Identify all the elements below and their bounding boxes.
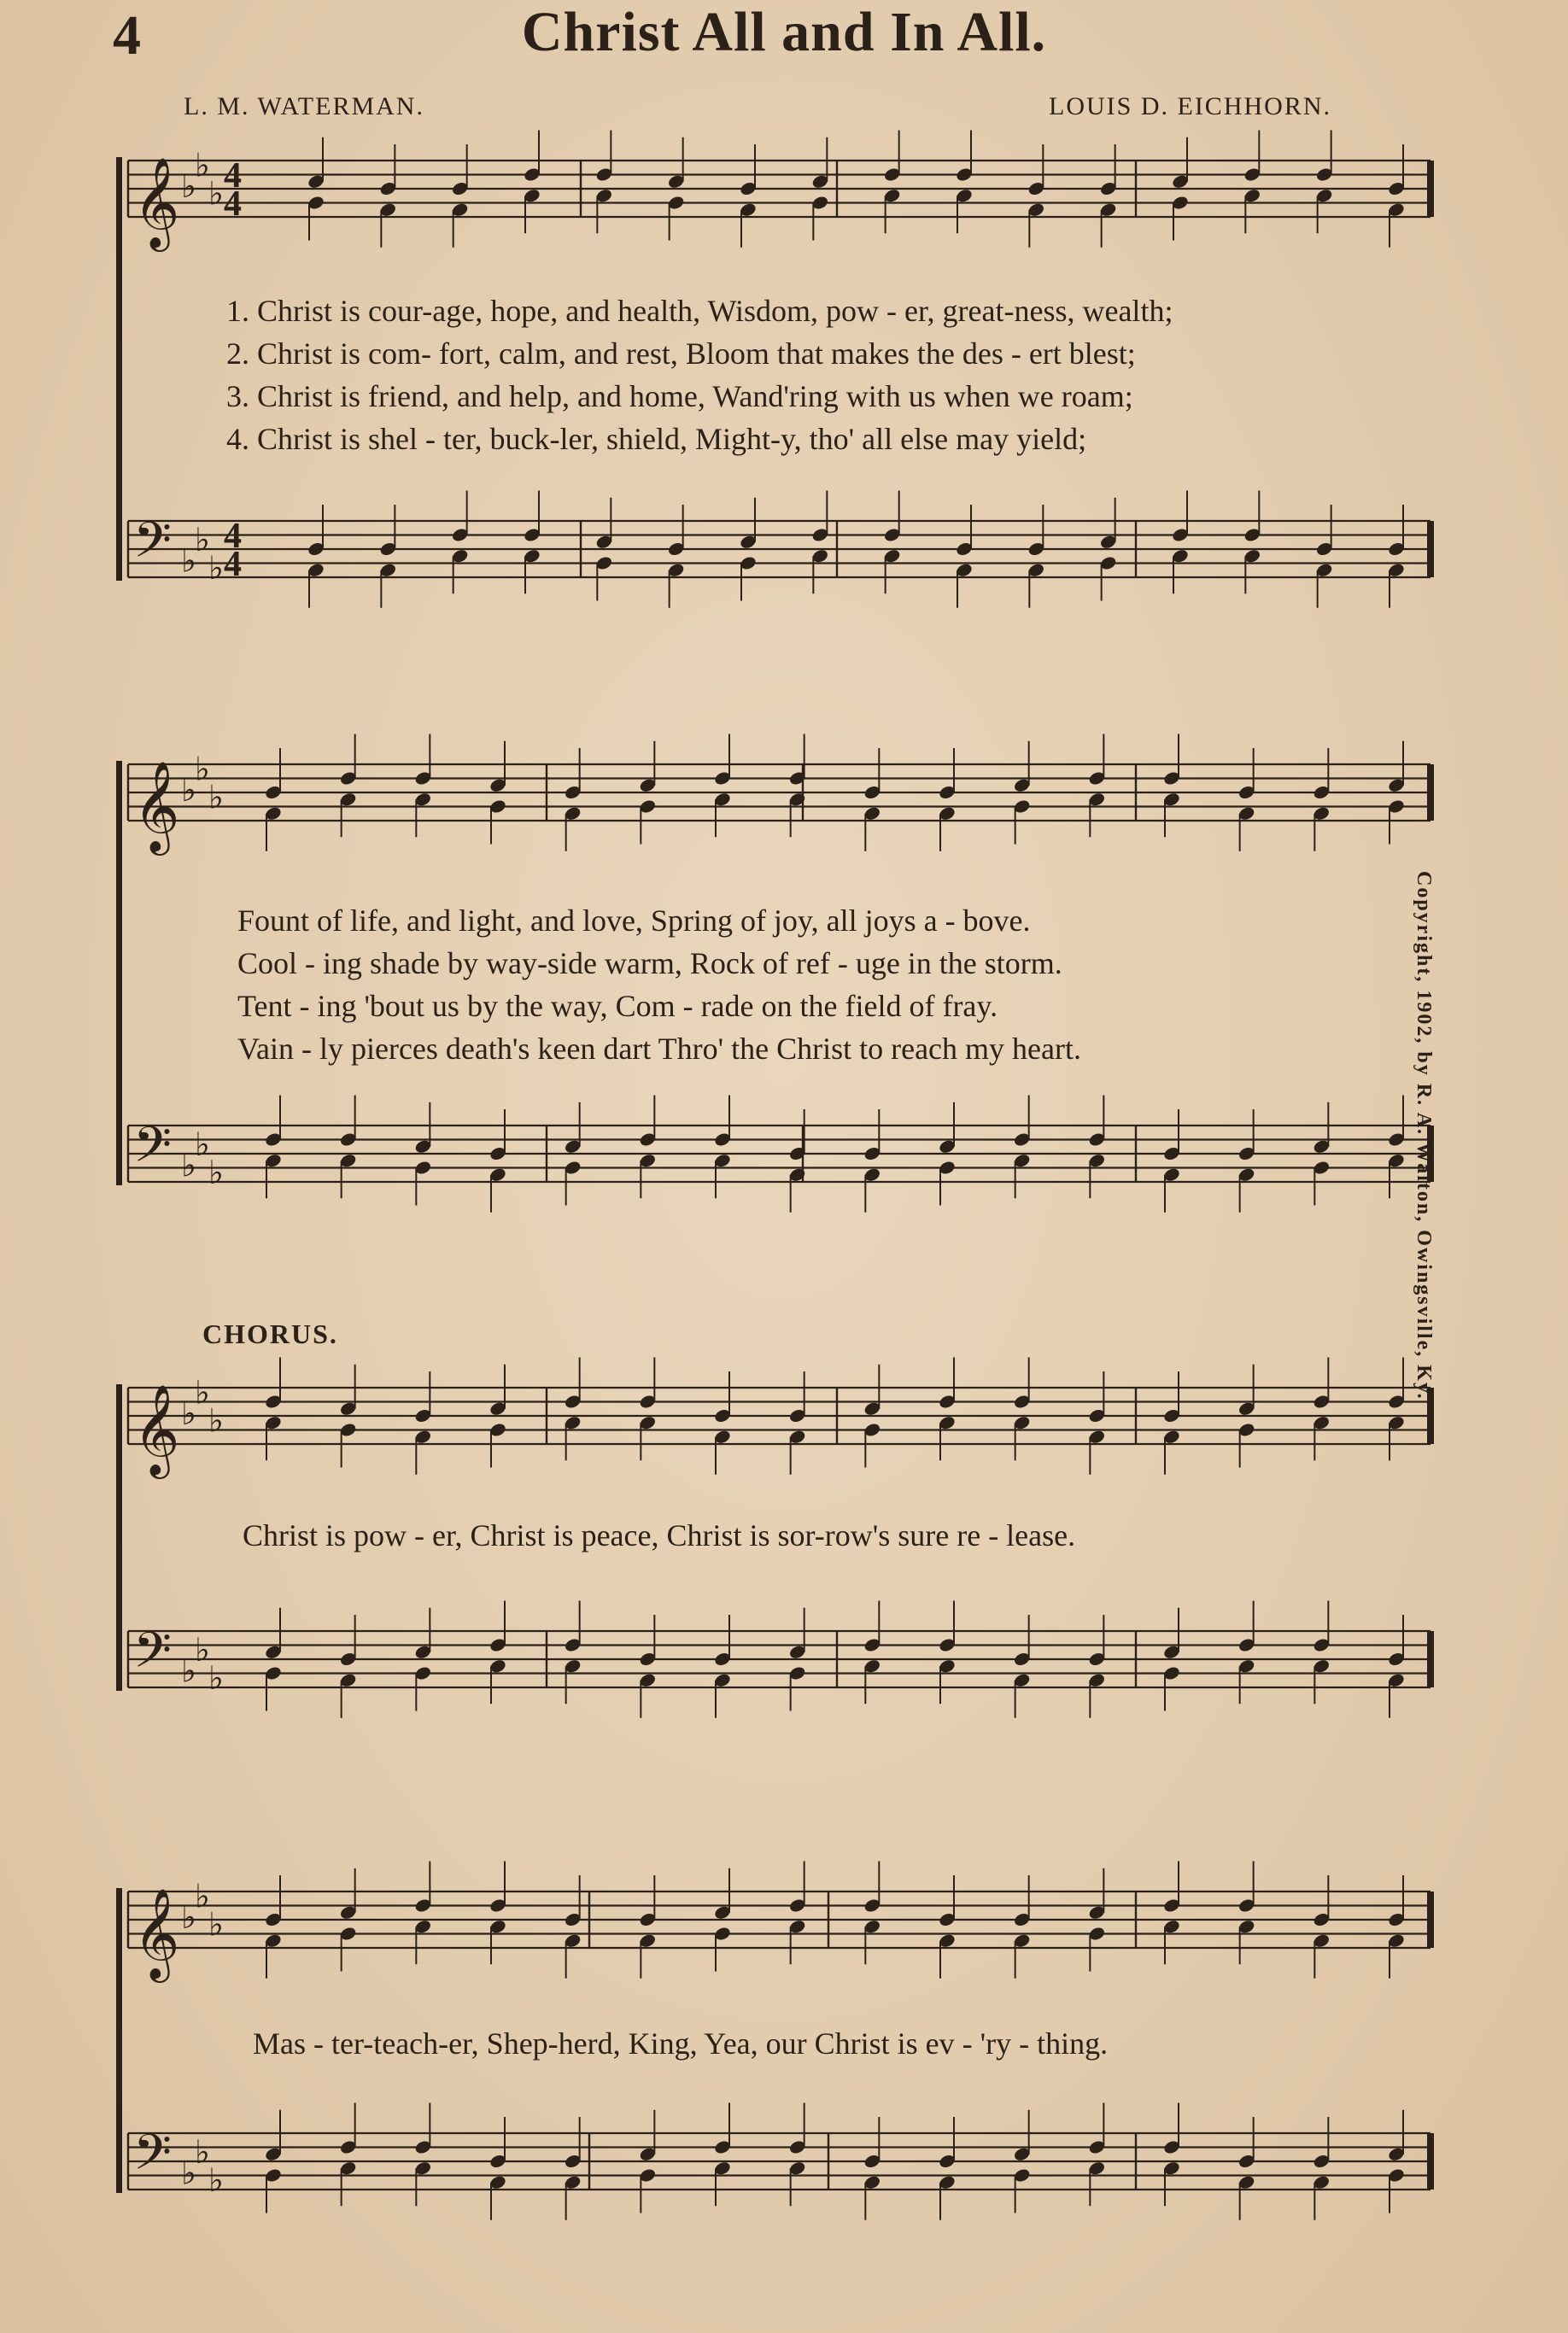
verse-3-line-2: Tent - ing 'bout us by the way, Com - rade on the field of fray. — [237, 989, 998, 1023]
system-bracket — [116, 157, 122, 581]
chorus-line-2: Mas - ter-teach-er, Shep-herd, King, Yea, our Christ is ev - 'ry - thing. — [253, 2026, 1109, 2061]
flat-icon: ♭ — [195, 2132, 210, 2171]
flat-icon: ♭ — [181, 1652, 196, 1690]
page-number: 4 — [113, 4, 141, 67]
final-barline — [1427, 2133, 1434, 2190]
time-signature-bottom: 4 — [224, 184, 242, 224]
flat-icon: ♭ — [208, 1401, 224, 1440]
flat-icon: ♭ — [208, 2161, 224, 2199]
flat-icon: ♭ — [181, 2154, 196, 2192]
flat-icon: ♭ — [195, 750, 210, 788]
system-2-bass-staff — [128, 1096, 1434, 1213]
flat-icon: ♭ — [181, 541, 196, 580]
flat-icon: ♭ — [195, 520, 210, 558]
verse-1-line-2: Fount of life, and light, and love, Spring of joy, all joys a - bove. — [237, 903, 1031, 938]
bass-clef-icon: 𝄢 — [133, 1115, 173, 1186]
flat-icon: ♭ — [181, 167, 196, 205]
flat-icon: ♭ — [208, 174, 224, 213]
verse-1-line-1: 1. Christ is cour-age, hope, and health, Wisdom, pow - er, great-ness, wealth; — [226, 294, 1173, 328]
chorus-label: CHORUS. — [202, 1319, 338, 1349]
flat-icon: ♭ — [208, 1658, 224, 1697]
bass-clef-icon: 𝄢 — [133, 1621, 173, 1692]
system-3-treble-staff — [128, 1358, 1434, 1480]
lyricist-credit: L. M. WATERMAN. — [184, 92, 424, 120]
system-bracket — [116, 761, 122, 1185]
flat-icon: ♭ — [208, 1153, 224, 1191]
hymn-title: Christ All and In All. — [521, 1, 1047, 63]
verse-2-line-2: Cool - ing shade by way-side warm, Rock of ref - uge in the storm. — [237, 946, 1062, 980]
flat-icon: ♭ — [195, 1125, 210, 1163]
system-2-treble-staff — [128, 734, 1434, 857]
final-barline — [1427, 521, 1434, 577]
flat-icon: ♭ — [181, 771, 196, 809]
verse-4-line-1: 4. Christ is shel - ter, buck-ler, shield, Might-y, tho' all else may yield; — [226, 422, 1087, 456]
final-barline — [1427, 161, 1434, 217]
flat-icon: ♭ — [181, 1395, 196, 1432]
flat-icon: ♭ — [195, 1630, 210, 1669]
verse-3-line-1: 3. Christ is friend, and help, and home, Wand'ring with us when we roam; — [226, 379, 1133, 413]
verse-4-line-2: Vain - ly pierces death's keen dart Thro' the Christ to reach my heart. — [237, 1032, 1081, 1066]
copyright-notice: Copyright, 1902, by R. A. Walton, Owingsville, Ky. — [1413, 871, 1435, 1400]
flat-icon: ♭ — [195, 1877, 210, 1915]
treble-clef-icon: 𝄞 — [133, 1887, 180, 1979]
system-4-treble-staff — [128, 1862, 1434, 1984]
system-4-bass-staff — [128, 2103, 1434, 2220]
chorus-line-1: Christ is pow - er, Christ is peace, Christ is sor-row's sure re - lease. — [243, 1518, 1076, 1552]
system-1-bass-staff — [128, 491, 1434, 608]
final-barline — [1427, 1631, 1434, 1687]
treble-clef-icon: 𝄞 — [133, 156, 180, 248]
verse-2-line-1: 2. Christ is com- fort, calm, and rest, Bloom that makes the des - ert blest; — [226, 336, 1136, 371]
treble-clef-icon: 𝄞 — [133, 760, 180, 851]
final-barline — [1427, 764, 1434, 821]
bass-clef-icon: 𝄢 — [133, 511, 173, 582]
flat-icon: ♭ — [195, 1373, 210, 1412]
flat-icon: ♭ — [195, 146, 210, 184]
system-bracket — [116, 1888, 122, 2193]
system-bracket — [116, 1384, 122, 1691]
composer-credit: LOUIS D. EICHHORN. — [1049, 92, 1331, 120]
bass-clef-icon: 𝄢 — [133, 2123, 173, 2194]
flat-icon: ♭ — [181, 1898, 196, 1936]
flat-icon: ♭ — [208, 548, 224, 587]
final-barline — [1427, 1892, 1434, 1948]
time-signature-top: 4 — [224, 517, 242, 556]
system-3-bass-staff — [128, 1601, 1434, 1718]
system-1-treble-staff — [128, 131, 1434, 253]
treble-clef-icon: 𝄞 — [133, 1383, 180, 1475]
flat-icon: ♭ — [208, 1905, 224, 1944]
flat-icon: ♭ — [208, 778, 224, 816]
time-signature-bottom: 4 — [224, 545, 242, 584]
flat-icon: ♭ — [181, 1146, 196, 1184]
time-signature-top: 4 — [224, 156, 242, 196]
